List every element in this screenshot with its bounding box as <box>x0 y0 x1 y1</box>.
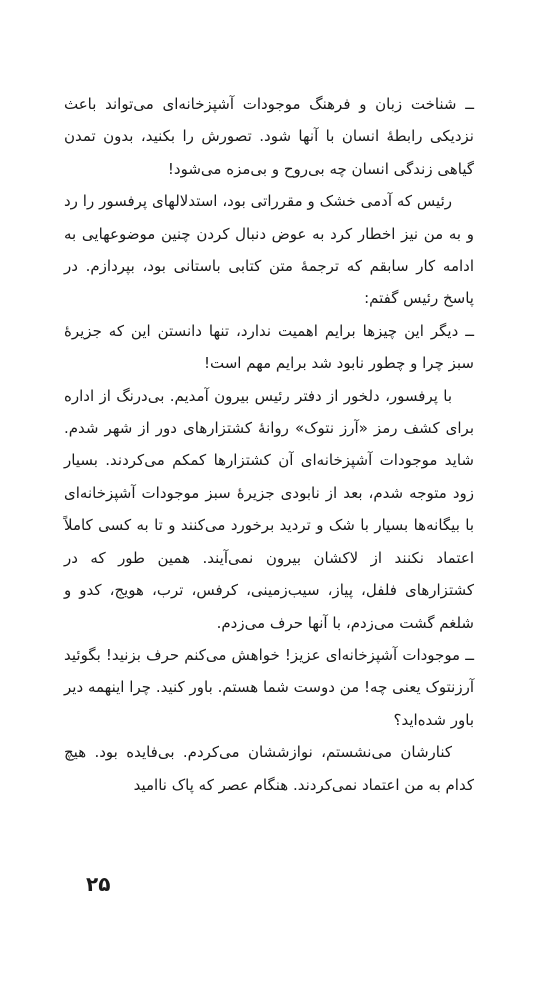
paragraph-dialogue-2: ــ دیگر این چیزها برایم اهمیت ندارد، تنها دانستن این که جزیرهٔ سبز چرا و چطور نابود شد برایم مهم است! <box>64 321 474 373</box>
body-text <box>64 88 474 801</box>
paragraph-narration-3: کنارشان می‌نشستم، نوازششان می‌کردم. بی‌فایده بود. هیچ کدام به من اعتماد نمی‌کردند. هنگام عصر که پاک ناامید <box>64 743 474 794</box>
page-number: ۲۵ <box>86 872 111 896</box>
paragraph-dialogue-3: ــ موجودات آشپزخانه‌ای عزیز! خواهش می‌کنم حرف بزنید! بگوئید آرزنتوک یعنی چه! من دوست شما هستم. باور کنید. چرا اینهمه دیر باور شده‌اید؟ <box>64 645 474 729</box>
paragraph-dialogue-1: ــ شناخت زبان و فرهنگ موجودات آشپزخانه‌ای می‌تواند باعث نزدیکی رابطهٔ انسان با آنها شود. تصورش را بکنید، بدون تمدن گیاهی زندگی انسان چه بی‌روح و بی‌مزه می‌شود! <box>64 95 474 178</box>
paragraph-narration-2: با پرفسور، دلخور از دفتر رئیس بیرون آمدیم. بی‌درنگ از اداره برای کشف رمز «آرز نتوک» روانهٔ کشتزارهای دور از شهر شدم. شاید موجودات آشپزخانه‌ای آن کشتزارها کمکم می‌کردند. بسیار زود متوجه شدم، بعد از نابودی جزیرهٔ سبز موجودات آشپزخانه‌ای با بیگانه‌ها بسیار با شک و تردید برخورد می‌کنند و تا به کسی کاملاً اعتماد نکنند از لاکشان بیرون نمی‌آیند. همین طور که در کشتزارهای فلفل، پیاز، سیب‌زمینی، کرفس، ترب، هویج، کدو و شلغم گشت می‌زدم، با آنها حرف می‌زدم. <box>64 386 474 632</box>
paragraph-narration-1: رئیس که آدمی خشک و مقرراتی بود، استدلالهای پرفسور را رد و به من نیز اخطار کرد به عوض دنبال کردن چنین موضوعهایی به ادامه کار سابقم که ترجمهٔ متن کتابی باستانی بود، بپردازم. در پاسخ رئیس گفتم: <box>64 192 474 308</box>
